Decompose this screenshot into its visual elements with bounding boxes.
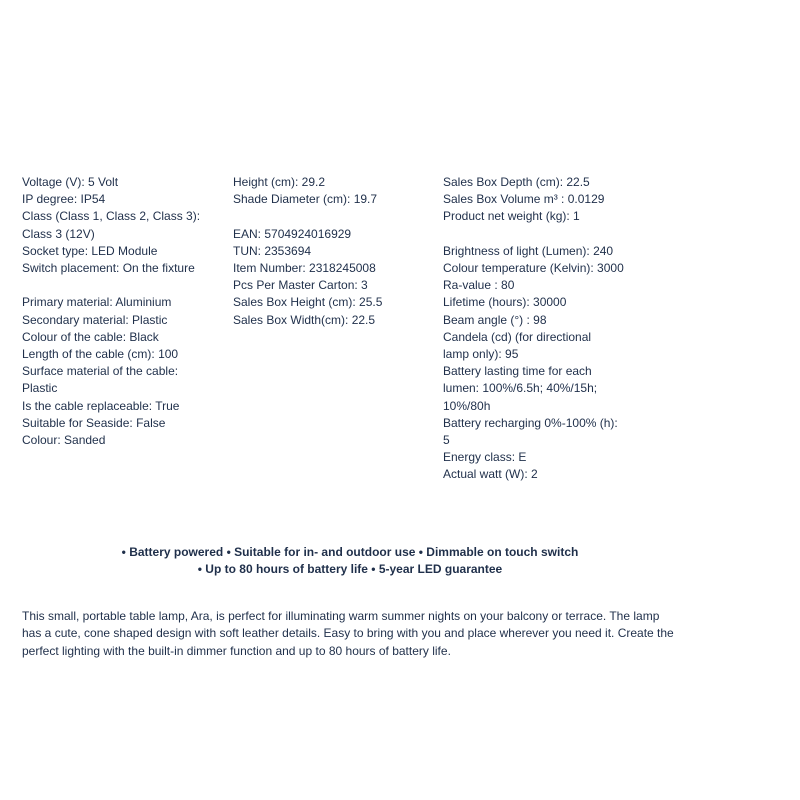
spec-line: Socket type: LED Module <box>22 243 158 258</box>
spec-line: Actual watt (W): 2 <box>443 467 538 482</box>
spec-line: Sales Box Depth (cm): 22.5 <box>443 175 590 189</box>
spec-line: Product net weight (kg): 1 <box>443 209 580 224</box>
spec-line: Item Number: 2318245008 <box>233 261 376 275</box>
spec-line: Length of the cable (cm): 100 <box>22 347 179 362</box>
spec-line: Voltage (V): 5 Volt <box>22 175 119 189</box>
feature-line: • Up to 80 hours of battery life • 5-year LED guarantee <box>197 562 503 576</box>
spec-line: Primary material: Aluminium <box>22 295 172 310</box>
product-description: This small, portable table lamp, Ara, is perfect for illuminating warm summer nights on your balcony or terrace. The lamp has a cute, cone shaped design with soft leather details. Easy to bring with you and place wherever you need it. Create the perfect lighting with the built-in dimmer function and up to 80 hours of battery life. <box>22 609 674 658</box>
feature-highlights <box>0 544 700 578</box>
spec-line: Switch placement: On the fixture <box>22 261 195 276</box>
spec-line: Ra-value : 80 <box>443 278 515 293</box>
spec-column-dimensions-codes <box>233 174 382 329</box>
spec-line: 5 <box>443 433 450 448</box>
spec-line: Height (cm): 29.2 <box>233 175 326 189</box>
spec-line: Sales Box Volume m³ : 0.0129 <box>443 192 605 207</box>
spec-line: Battery recharging 0%-100% (h): <box>443 415 618 430</box>
spec-line: Colour of the cable: Black <box>22 329 159 344</box>
spec-line: Energy class: E <box>443 450 527 465</box>
spec-line: lumen: 100%/6.5h; 40%/15h; <box>443 381 598 396</box>
spec-spacer <box>233 208 382 225</box>
spec-line: lamp only): 95 <box>443 347 519 362</box>
spec-line: Candela (cd) (for directional <box>443 329 592 344</box>
spec-line: Sales Box Width(cm): 22.5 <box>233 312 376 327</box>
spec-line: 10%/80h <box>443 398 491 413</box>
spec-line: IP degree: IP54 <box>22 192 106 207</box>
spec-line: Battery lasting time for each <box>443 364 592 379</box>
spec-spacer <box>443 226 624 243</box>
spec-column-packaging-light <box>443 174 624 484</box>
spec-line: EAN: 5704924016929 <box>233 226 352 241</box>
spec-line: TUN: 2353694 <box>233 243 312 258</box>
spec-line: Colour temperature (Kelvin): 3000 <box>443 261 624 275</box>
spec-line: Colour: Sanded <box>22 433 106 448</box>
spec-line: Secondary material: Plastic <box>22 312 168 327</box>
spec-line: Is the cable replaceable: True <box>22 398 180 413</box>
spec-spacer <box>22 277 200 294</box>
spec-line: Beam angle (°) : 98 <box>443 312 547 327</box>
spec-line: Plastic <box>22 381 58 396</box>
spec-line: Surface material of the cable: <box>22 364 179 379</box>
spec-line: Class 3 (12V) <box>22 226 95 241</box>
spec-line: Suitable for Seaside: False <box>22 415 166 430</box>
spec-column-electrical-materials <box>22 174 200 449</box>
spec-line: Pcs Per Master Carton: 3 <box>233 278 368 293</box>
feature-line: • Battery powered • Suitable for in- and outdoor use • Dimmable on touch switch <box>121 545 579 559</box>
spec-line: Brightness of light (Lumen): 240 <box>443 243 614 258</box>
spec-line: Shade Diameter (cm): 19.7 <box>233 192 378 207</box>
spec-line: Sales Box Height (cm): 25.5 <box>233 295 383 310</box>
spec-line: Class (Class 1, Class 2, Class 3): <box>22 209 201 224</box>
spec-line: Lifetime (hours): 30000 <box>443 295 567 310</box>
